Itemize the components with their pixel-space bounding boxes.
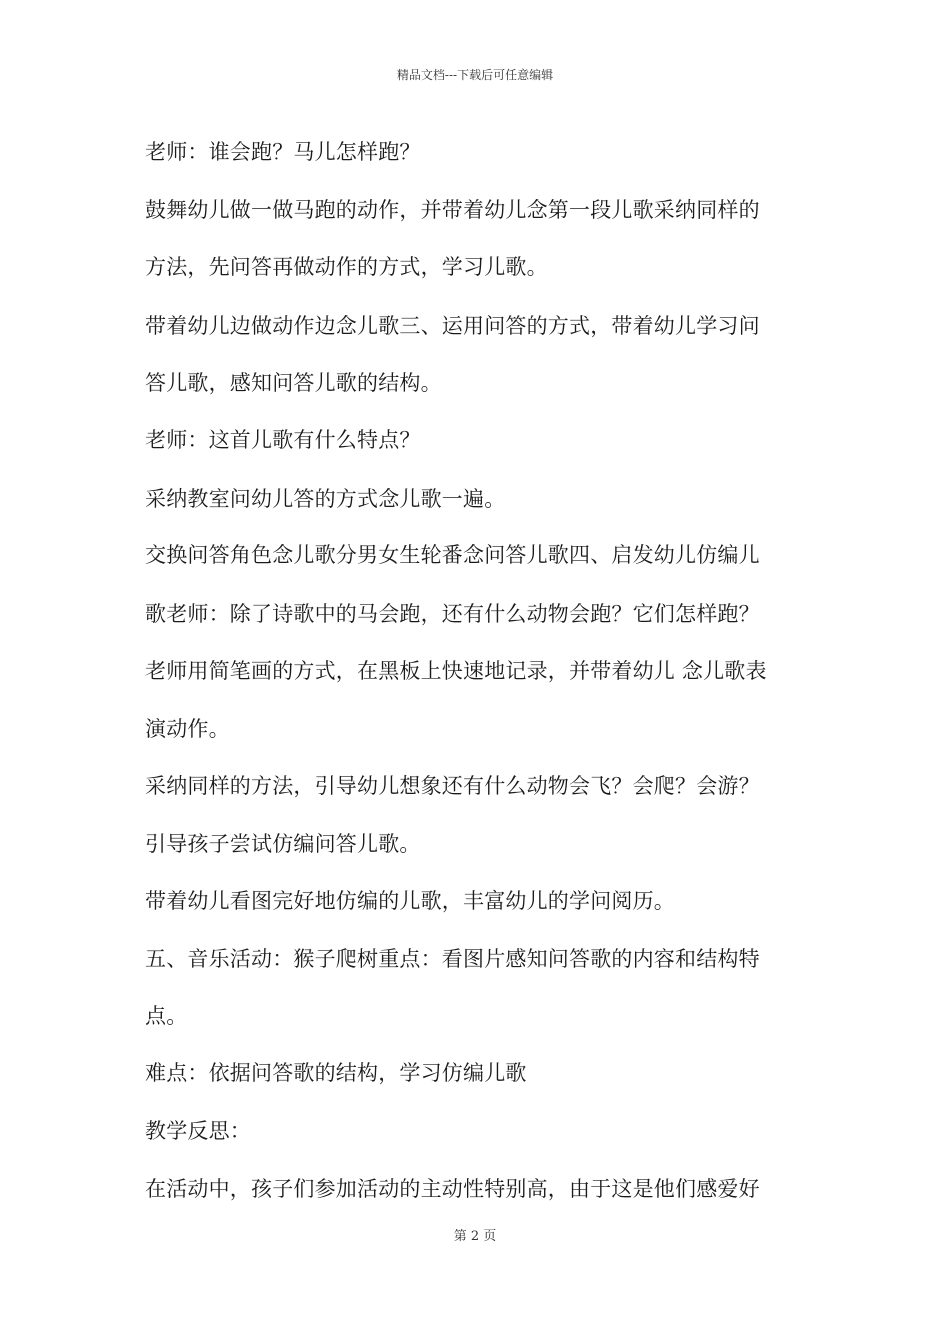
text-line: 五、音乐活动：猴子爬树重点：看图片感知问答歌的内容和结构特 xyxy=(145,947,760,971)
text-line: 采纳教室问幼儿答的方式念儿歌一遍。 xyxy=(145,487,506,511)
text-line: 引导孩子尝试仿编问答儿歌。 xyxy=(145,832,421,856)
page-header: 精品文档---下载后可任意编辑 xyxy=(396,68,554,82)
text-line: 答儿歌，感知问答儿歌的结构。 xyxy=(145,371,442,395)
text-line: 老师：这首儿歌有什么特点？ xyxy=(145,428,421,452)
text-line: 老师用简笔画的方式，在黑板上快速地记录，并带着幼儿 念儿歌表 xyxy=(145,659,767,683)
text-line: 在活动中，孩子们参加活动的主动性特别高，由于这是他们感爱好 xyxy=(145,1177,760,1201)
text-line: 点。 xyxy=(145,1004,188,1028)
text-line: 歌老师：除了诗歌中的马会跑，还有什么动物会跑？它们怎样跑？ xyxy=(145,602,760,626)
text-line: 方法，先问答再做动作的方式，学习儿歌。 xyxy=(145,255,548,279)
text-line: 带着幼儿看图完好地仿编的儿歌，丰富幼儿的学问阅历。 xyxy=(145,889,675,913)
text-line: 演动作。 xyxy=(145,717,230,741)
text-line: 难点：依据问答歌的结构，学习仿编儿歌 xyxy=(145,1061,527,1085)
text-line: 鼓舞幼儿做一做马跑的动作，并带着幼儿念第一段儿歌采纳同样的 xyxy=(145,198,760,222)
text-line: 带着幼儿边做动作边念儿歌三、运用问答的方式，带着幼儿学习问 xyxy=(145,314,760,338)
page-number: 第 2 页 xyxy=(453,1229,497,1244)
text-line: 交换问答角色念儿歌分男女生轮番念问答儿歌四、启发幼儿仿编儿 xyxy=(145,543,760,567)
text-line: 老师：谁会跑？马儿怎样跑？ xyxy=(145,140,421,164)
text-line: 教学反思： xyxy=(145,1119,251,1143)
text-line: 采纳同样的方法，引导幼儿想象还有什么动物会飞？会爬？会游？ xyxy=(145,774,760,798)
